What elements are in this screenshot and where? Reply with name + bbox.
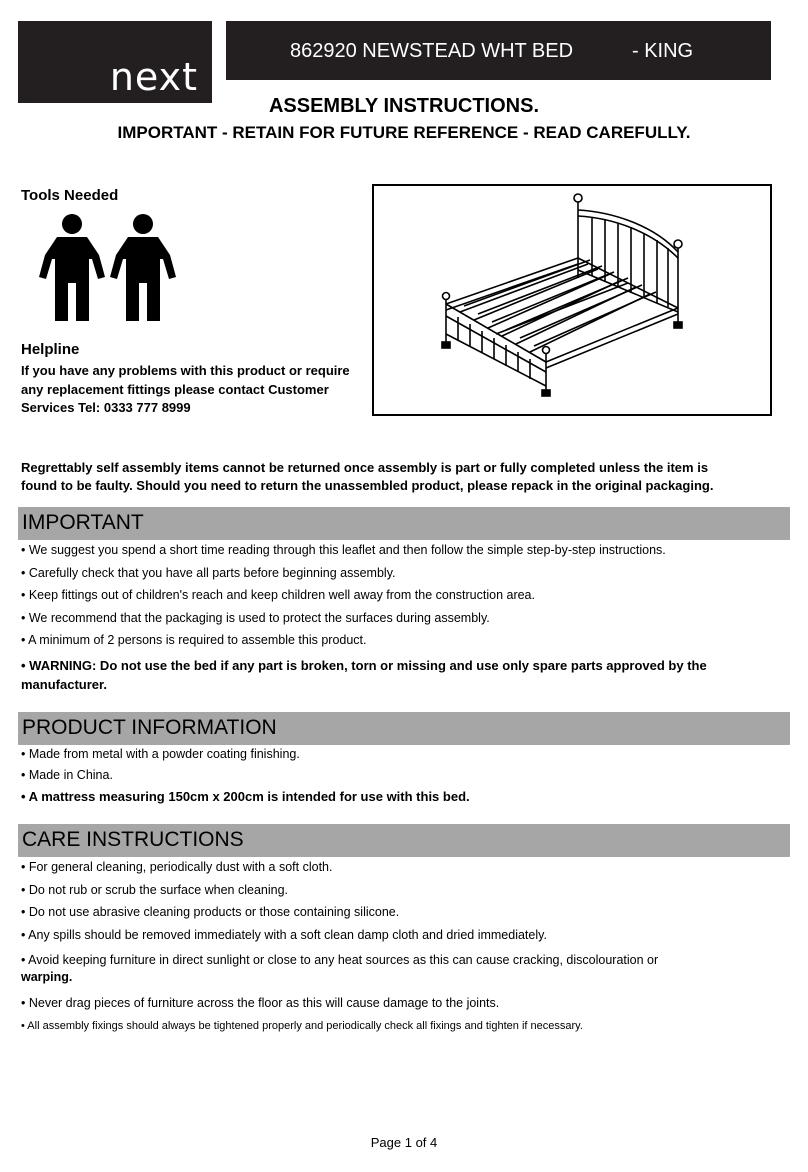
important-heading: IMPORTANT bbox=[22, 511, 144, 534]
list-item: • Carefully check that you have all parts before beginning assembly. bbox=[21, 565, 396, 580]
page-subtitle: IMPORTANT - RETAIN FOR FUTURE REFERENCE - READ CAREFULLY. bbox=[117, 123, 691, 142]
list-item: • Any spills should be removed immediately with a soft clean damp cloth and dried immediately. bbox=[21, 927, 547, 942]
helpline-text bbox=[21, 362, 371, 418]
warning-line-1: • WARNING: Do not use the bed if any part is broken, torn or missing and use only spare parts approved by the bbox=[21, 657, 707, 673]
sunlight-item bbox=[21, 952, 791, 996]
helpline-label: Helpline bbox=[21, 341, 80, 358]
returns-line-2: found to be faulty. Should you need to return the unassembled product, please repack in the original packaging. bbox=[21, 478, 714, 493]
product-information-heading-bar bbox=[18, 712, 790, 745]
list-item: • Do not use abrasive cleaning products or those containing silicone. bbox=[21, 905, 400, 919]
list-item: • For general cleaning, periodically dust with a soft cloth. bbox=[21, 860, 333, 874]
important-heading-bar bbox=[18, 507, 790, 540]
warning-line-2: manufacturer. bbox=[21, 676, 107, 692]
returns-notice bbox=[21, 459, 791, 495]
product-code: 862920 NEWSTEAD WHT BED bbox=[290, 40, 574, 62]
tools-needed-label: Tools Needed bbox=[21, 187, 119, 204]
list-item: • Made in China. bbox=[21, 768, 113, 782]
product-size: - KING bbox=[632, 40, 694, 62]
product-information-heading: PRODUCT INFORMATION bbox=[22, 716, 277, 739]
page-number: Page 1 of 4 bbox=[370, 1135, 438, 1150]
list-item: • Never drag pieces of furniture across the floor as this will cause damage to the joints. bbox=[21, 996, 500, 1010]
mattress-item: • A mattress measuring 150cm x 200cm is intended for use with this bed. bbox=[21, 789, 470, 804]
helpline-line-2: any replacement fittings please contact Customer bbox=[21, 381, 329, 397]
list-item: • We suggest you spend a short time reading through this leaflet and then follow the simple step-by-step instructions. bbox=[21, 543, 666, 557]
returns-line-1: Regrettably self assembly items cannot be returned once assembly is part or fully completed unless the item is bbox=[21, 460, 709, 475]
list-item: • A minimum of 2 persons is required to assemble this product. bbox=[21, 633, 367, 647]
helpline-line-3: Services Tel: 0333 777 8999 bbox=[21, 400, 191, 415]
care-instructions-heading-bar bbox=[18, 824, 790, 857]
two-persons-icon bbox=[37, 213, 179, 323]
list-item: • Do not rub or scrub the surface when cleaning. bbox=[21, 882, 289, 897]
important-list bbox=[21, 543, 791, 694]
list-item: • All assembly fixings should always be tightened properly and periodically check all fixings and tighten if necessary. bbox=[21, 1020, 583, 1032]
list-item: • Made from metal with a powder coating finishing. bbox=[21, 747, 300, 761]
warning-item bbox=[21, 656, 791, 694]
product-title-bar bbox=[226, 21, 771, 80]
bed-illustration-frame bbox=[372, 184, 772, 416]
helpline-line-1: If you have any problems with this product or require bbox=[21, 363, 350, 378]
page-title: ASSEMBLY INSTRUCTIONS. bbox=[268, 95, 540, 117]
sunlight-line-2: warping. bbox=[21, 970, 73, 984]
sunlight-line-1: • Avoid keeping furniture in direct sunlight or close to any heat sources as this can cause cracking, discolouration or bbox=[21, 953, 659, 967]
metal-bed-icon bbox=[374, 186, 770, 414]
care-instructions-heading: CARE INSTRUCTIONS bbox=[22, 828, 244, 851]
list-item: • Keep fittings out of children's reach and keep children well away from the construction area. bbox=[21, 588, 535, 602]
care-instructions-list bbox=[21, 860, 791, 1032]
logo-text: next bbox=[109, 55, 198, 99]
list-item: • We recommend that the packaging is used to protect the surfaces during assembly. bbox=[21, 610, 490, 625]
next-logo bbox=[18, 21, 212, 103]
product-information-list bbox=[21, 747, 791, 810]
